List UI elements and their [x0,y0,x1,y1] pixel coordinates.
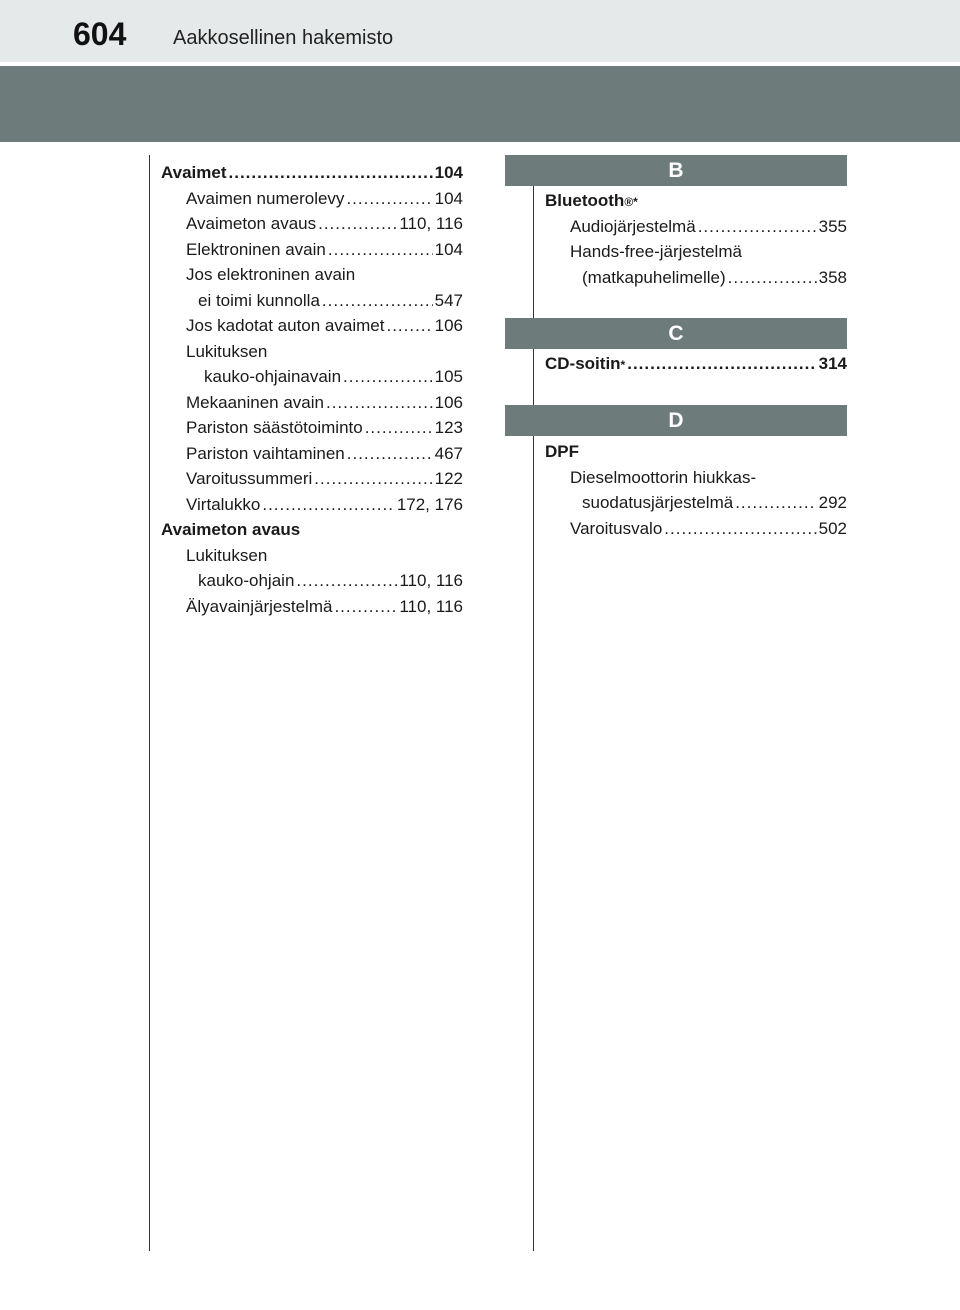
section-letter-c: C [505,318,847,349]
index-entry: DPF [545,442,579,461]
index-entry: Lukituksen [186,545,268,565]
index-entry[interactable]: CD-soitin * ..... 314 [545,351,847,377]
index-entry: Hands-free-järjestelmä [570,242,742,261]
index-entry[interactable]: Mekaaninen avain ..... 106 [161,390,463,416]
index-section-b [545,188,847,290]
index-entry[interactable]: (matkapuhelimelle) ..... 358 [545,265,847,291]
section-letter-b: B [505,155,847,186]
index-entry[interactable]: Jos kadotat auton avaimet ..... 106 [161,313,463,339]
index-entry[interactable]: kauko-ohjain ..... 110, 116 [161,568,463,594]
index-entry[interactable]: Pariston vaihtaminen ..... 467 [161,441,463,467]
index-entry[interactable]: Avaimeton avaus ..... 110, 116 [161,211,463,237]
index-entry[interactable]: suodatusjärjestelmä ..... 292 [545,490,847,516]
index-entry: Lukituksen [186,341,268,361]
index-entry: Avaimeton avaus [161,520,301,539]
section-letter-d: D [505,405,847,436]
index-entry[interactable]: Audiojärjestelmä ..... 355 [545,214,847,240]
index-section-d [545,439,847,541]
index-entry: Jos elektroninen avain [186,265,356,284]
page-title: Aakkosellinen hakemisto [173,27,394,49]
index-entry: Bluetooth ®* [545,191,638,210]
index-entry[interactable]: Virtalukko ..... 172, 176 [161,492,463,518]
header-band [0,66,960,142]
index-entry[interactable]: Avaimen numerolevy ..... 104 [161,186,463,212]
column-divider-left [149,155,150,1251]
index-entry[interactable]: Elektroninen avain ..... 104 [161,237,463,263]
header-bar [0,0,960,62]
index-entry: Dieselmoottorin hiukkas- [570,467,757,487]
index-column-left [161,160,463,619]
index-entry[interactable]: Avaimet ..... 104 [161,160,463,186]
page-number: 604 [73,16,127,52]
index-entry[interactable]: Varoitusvalo ..... 502 [545,516,847,542]
index-entry[interactable]: kauko-ohjainavain ..... 105 [161,364,463,390]
index-entry[interactable]: Varoitussummeri ..... 122 [161,466,463,492]
index-entry[interactable]: Älyavainjärjestelmä ..... 110, 116 [161,594,463,620]
index-entry[interactable]: Pariston säästötoiminto ..... 123 [161,415,463,441]
index-section-c [545,351,847,377]
index-entry[interactable]: ei toimi kunnolla ..... 547 [161,288,463,314]
